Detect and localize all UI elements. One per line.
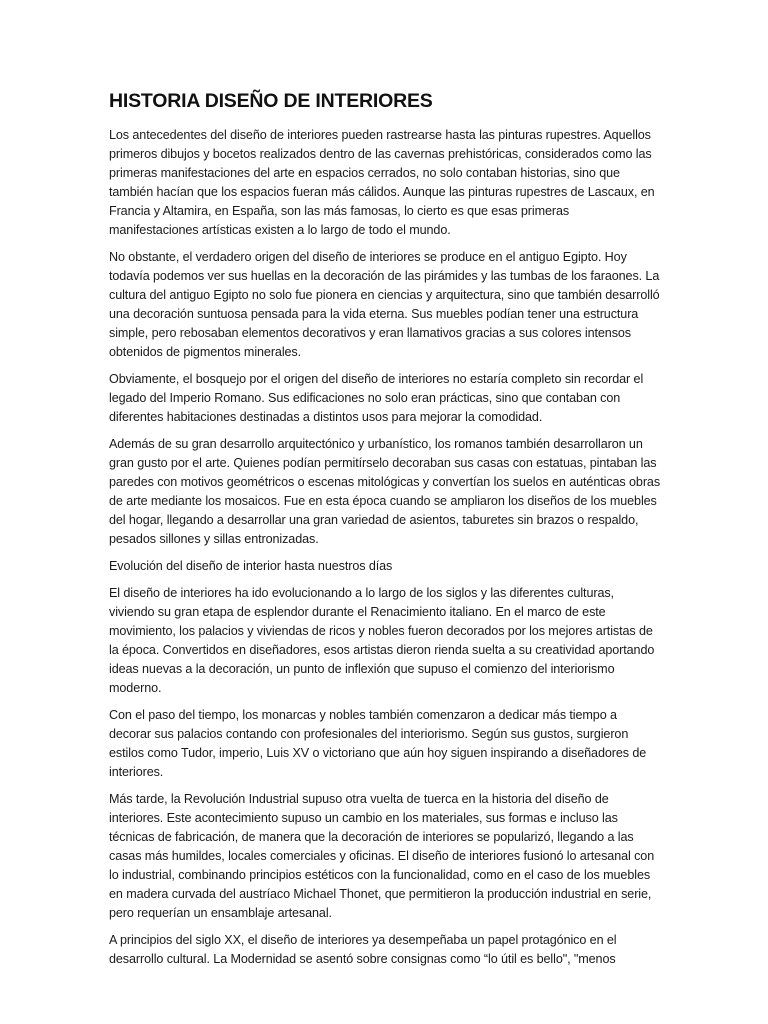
document-title: HISTORIA DISEÑO DE INTERIORES: [109, 90, 433, 112]
document-body: [109, 88, 661, 977]
paragraph-ancient-egypt: No obstante, el verdadero origen del diseño de interiores se produce en el antiguo Egipto. Hoy todavía podemos ver sus huellas en la decoración de las pirámides y las tumbas de los faraones. La cultura del antiguo Egipto no solo fue pionera en ciencias y arquitectura, sino que también desarrolló una decoración suntuosa pensada para la vida eterna. Sus muebles podían tener una estructura simple, pero rebosaban elementos decorativos y eran llamativos gracias a sus colores intensos obtenidos de pigmentos minerales.: [109, 250, 660, 359]
paragraph-roman-empire: Obviamente, el bosquejo por el origen del diseño de interiores no estaría completo sin recordar el legado del Imperio Romano. Sus edificaciones no solo eran prácticas, sino que contaban con diferentes habitaciones destinadas a distintos usos para mejorar la comodidad.: [109, 372, 644, 424]
paragraph-roman-art: Además de su gran desarrollo arquitectónico y urbanístico, los romanos también desarrollaron un gran gusto por el arte. Quienes podían permitírselo decoraban sus casas con estatuas, pintaban las paredes con motivos geométricos o escenas mitológicas y convertían los suelos en auténticas obras de arte mediante los mosaicos. Fue en esta época cuando se ampliaron los diseños de los muebles del hogar, llegando a desarrollar una gran variedad de asientos, taburetes sin brazos o respaldo, pesados sillones y sillas entronizadas.: [109, 437, 661, 546]
paragraph-industrial-revolution: Más tarde, la Revolución Industrial supuso otra vuelta de tuerca en la historia del diseño de interiores. Este acontecimiento supuso un cambio en los materiales, sus formas e incluso las técnicas de fabricación, de manera que la decoración de interiores se popularizó, llegando a las casas más humildes, locales comerciales y oficinas. El diseño de interiores fusionó lo artesanal con lo industrial, combinando principios estéticos con la funcionalidad, como en el caso de los muebles en madera curvada del austríaco Michael Thonet, que permitieron la producción industrial en serie, pero requerían un ensamblaje artesanal.: [109, 792, 655, 920]
paragraph-twentieth-century: A principios del siglo XX, el diseño de interiores ya desempeñaba un papel protagónico en el desarrollo cultural. La Modernidad se asentó sobre consignas como “lo útil es bello", "menos: [109, 933, 617, 966]
paragraph-cave-paintings: Los antecedentes del diseño de interiores pueden rastrearse hasta las pinturas rupestres. Aquellos primeros dibujos y bocetos realizados dentro de las cavernas prehistóricas, considerados como las primeras manifestaciones del arte en espacios cerrados, no solo contaban historias, sino que también hacían que los espacios fueran más cálidos. Aunque las pinturas rupestres de Lascaux, en Francia y Altamira, en España, son las más famosas, lo cierto es que esas primeras manifestaciones artísticas existen a lo largo de todo el mundo.: [109, 128, 655, 237]
paragraph-monarchs: Con el paso del tiempo, los monarcas y nobles también comenzaron a dedicar más tiempo a decorar sus palacios contando con profesionales del interiorismo. Según sus gustos, surgieron estilos como Tudor, imperio, Luis XV o victoriano que aún hoy siguen inspirando a diseñadores de interiores.: [109, 708, 647, 779]
section-subheading: Evolución del diseño de interior hasta nuestros días: [109, 559, 393, 573]
paragraph-renaissance: El diseño de interiores ha ido evolucionando a lo largo de los siglos y las diferentes culturas, viviendo su gran etapa de esplendor durante el Renacimiento italiano. En el marco de este movimiento, los palacios y viviendas de ricos y nobles fueron decorados por los mejores artistas de la época. Convertidos en diseñadores, esos artistas dieron rienda suelta a su creatividad aportando ideas nuevas a la decoración, un punto de inflexión que supuso el comienzo del interiorismo moderno.: [109, 586, 655, 695]
